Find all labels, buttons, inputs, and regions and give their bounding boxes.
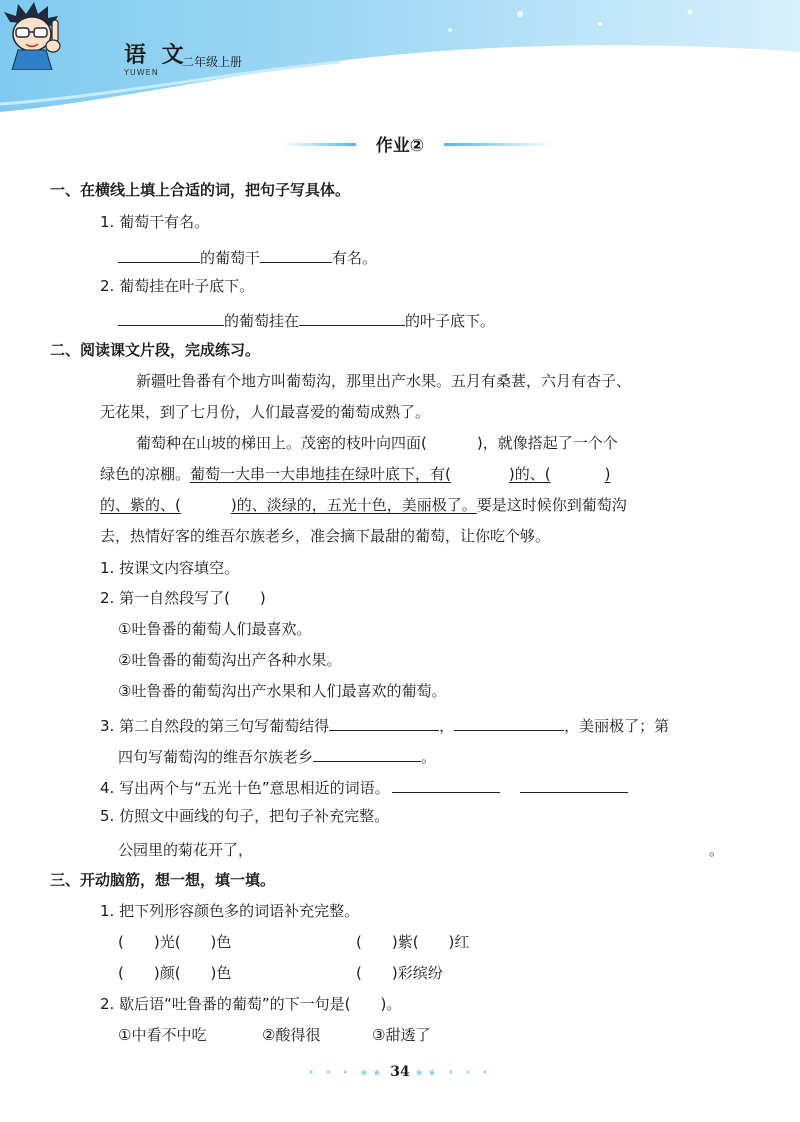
passage-text: 葡萄一大串一大串地挂在绿叶底下，有( — [190, 465, 451, 483]
question-text: 四句写葡萄沟的维吾尔族老乡 — [118, 748, 314, 766]
s1-question-1-fill — [118, 244, 377, 269]
s3-question-2: 2. 歇后语“吐鲁番的葡萄”的下一句是( )。 — [100, 995, 402, 1013]
s2-q2-option-3[interactable]: ③吐鲁番的葡萄沟出产水果和人们最喜欢的葡萄。 — [118, 682, 447, 700]
question-text: ，美丽极了；第 — [564, 717, 670, 735]
s1-question-2: 2. 葡萄挂在叶子底下。 — [100, 277, 255, 295]
section-1-heading: 一、在横线上填上合适的词，把句子写具体。 — [50, 181, 351, 199]
assignment-title-bar — [0, 128, 800, 158]
s2-question-2: 2. 第一自然段写了( ) — [100, 589, 266, 607]
passage-p1-line2: 无花果，到了七月份，人们最喜爱的葡萄成熟了。 — [100, 403, 431, 421]
fill-text: 的叶子底下。 — [405, 312, 496, 330]
page-number: 34 — [390, 1064, 410, 1080]
s2-question-4 — [100, 774, 628, 799]
subject-logo — [124, 44, 188, 78]
s3-q2-option-3[interactable]: ③甜透了 — [372, 1026, 431, 1044]
passage-p1-line1: 新疆吐鲁番有个地方叫葡萄沟，那里出产水果。五月有桑葚，六月有杏子、 — [136, 372, 632, 390]
fill-blank[interactable] — [313, 743, 421, 762]
passage-text: )的、( — [508, 465, 551, 483]
s3-q2-option-2[interactable]: ②酸得很 — [262, 1026, 321, 1044]
question-text: 。 — [709, 841, 725, 859]
fill-text: 的葡萄挂在 — [224, 312, 300, 330]
s3-question-1: 1. 把下列形容颜色多的词语补充完整。 — [100, 902, 360, 920]
idiom-2[interactable]: ( )紫( )红 — [356, 933, 470, 951]
header-wave-background — [0, 0, 800, 120]
underlined-sentence — [190, 465, 610, 483]
s2-question-3-line1 — [100, 712, 669, 737]
section-3-heading: 三、开动脑筋，想一想，填一填。 — [50, 871, 276, 889]
underlined-sentence — [100, 496, 477, 514]
idiom-3[interactable]: ( )颜( )色 — [118, 964, 232, 982]
subject-name: 语 文 — [124, 43, 188, 68]
s2-q2-option-2[interactable]: ②吐鲁番的葡萄沟出产各种水果。 — [118, 651, 342, 669]
assignment-title: 作业② — [375, 136, 425, 156]
fill-blank[interactable] — [520, 774, 628, 793]
passage-text: 葡萄种在山坡的梯田上。茂密的枝叶向四面( — [136, 434, 427, 452]
fill-blank[interactable] — [454, 712, 564, 731]
idiom-4[interactable]: ( )彩缤纷 — [356, 964, 443, 982]
question-text: 3. 第二自然段的第三句写葡萄结得 — [100, 717, 330, 735]
passage-p2-line2 — [100, 463, 610, 485]
title-rule-right — [444, 143, 554, 146]
passage-text: 的、紫的、( — [100, 496, 181, 514]
idiom-1[interactable]: ( )光( )色 — [118, 933, 232, 951]
fill-blank[interactable] — [118, 244, 200, 263]
answer-space[interactable] — [253, 837, 709, 855]
s2-question-5-answer — [118, 837, 724, 861]
s2-q2-option-1[interactable]: ①吐鲁番的葡萄人们最喜欢。 — [118, 620, 312, 638]
passage-text: ) — [604, 465, 611, 483]
star-decoration-left-icon: • • • ★★ — [308, 1068, 386, 1079]
fill-blank[interactable] — [118, 307, 224, 326]
s1-question-1: 1. 葡萄干有名。 — [100, 213, 210, 231]
passage-text: )，就像搭起了一个个 — [476, 434, 618, 452]
fill-blank[interactable] — [329, 712, 439, 731]
star-decoration-right-icon: ★★ • • • — [414, 1068, 492, 1079]
s2-question-3-line2 — [118, 743, 436, 768]
passage-text: 要是这时候你到葡萄沟 — [476, 496, 627, 514]
mascot-boy-icon — [0, 0, 66, 70]
fill-text: 有名。 — [332, 249, 378, 267]
passage-p2-line3 — [100, 494, 627, 516]
grade-label: 二年级上册 — [182, 55, 243, 69]
s3-q2-option-1[interactable]: ①中看不中吃 — [118, 1026, 207, 1044]
fill-blank[interactable] — [260, 244, 332, 263]
fill-text: 的葡萄干 — [200, 249, 261, 267]
question-text: 公园里的菊花开了， — [118, 841, 254, 859]
subject-pinyin: YUWEN — [124, 68, 159, 77]
page-header — [0, 0, 800, 120]
question-text: 4. 写出两个与“五光十色”意思相近的词语。 — [100, 779, 390, 797]
section-2-heading: 二、阅读课文片段，完成练习。 — [50, 341, 261, 359]
page-footer — [0, 1064, 800, 1080]
passage-p2-line1 — [136, 432, 618, 454]
fill-blank[interactable] — [299, 307, 405, 326]
s2-question-1: 1. 按课文内容填空。 — [100, 559, 240, 577]
s2-question-5: 5. 仿照文中画线的句子，把句子补充完整。 — [100, 807, 390, 825]
passage-text: )的、淡绿的，五光十色，美丽极了。 — [230, 496, 477, 514]
fill-blank[interactable] — [392, 774, 500, 793]
question-text: 。 — [421, 748, 437, 766]
s1-question-2-fill — [118, 307, 495, 332]
passage-text: 绿色的凉棚。 — [100, 465, 191, 483]
question-text: ， — [439, 717, 455, 735]
passage-p2-line4: 去，热情好客的维吾尔族老乡，准会摘下最甜的葡萄，让你吃个够。 — [100, 527, 551, 545]
